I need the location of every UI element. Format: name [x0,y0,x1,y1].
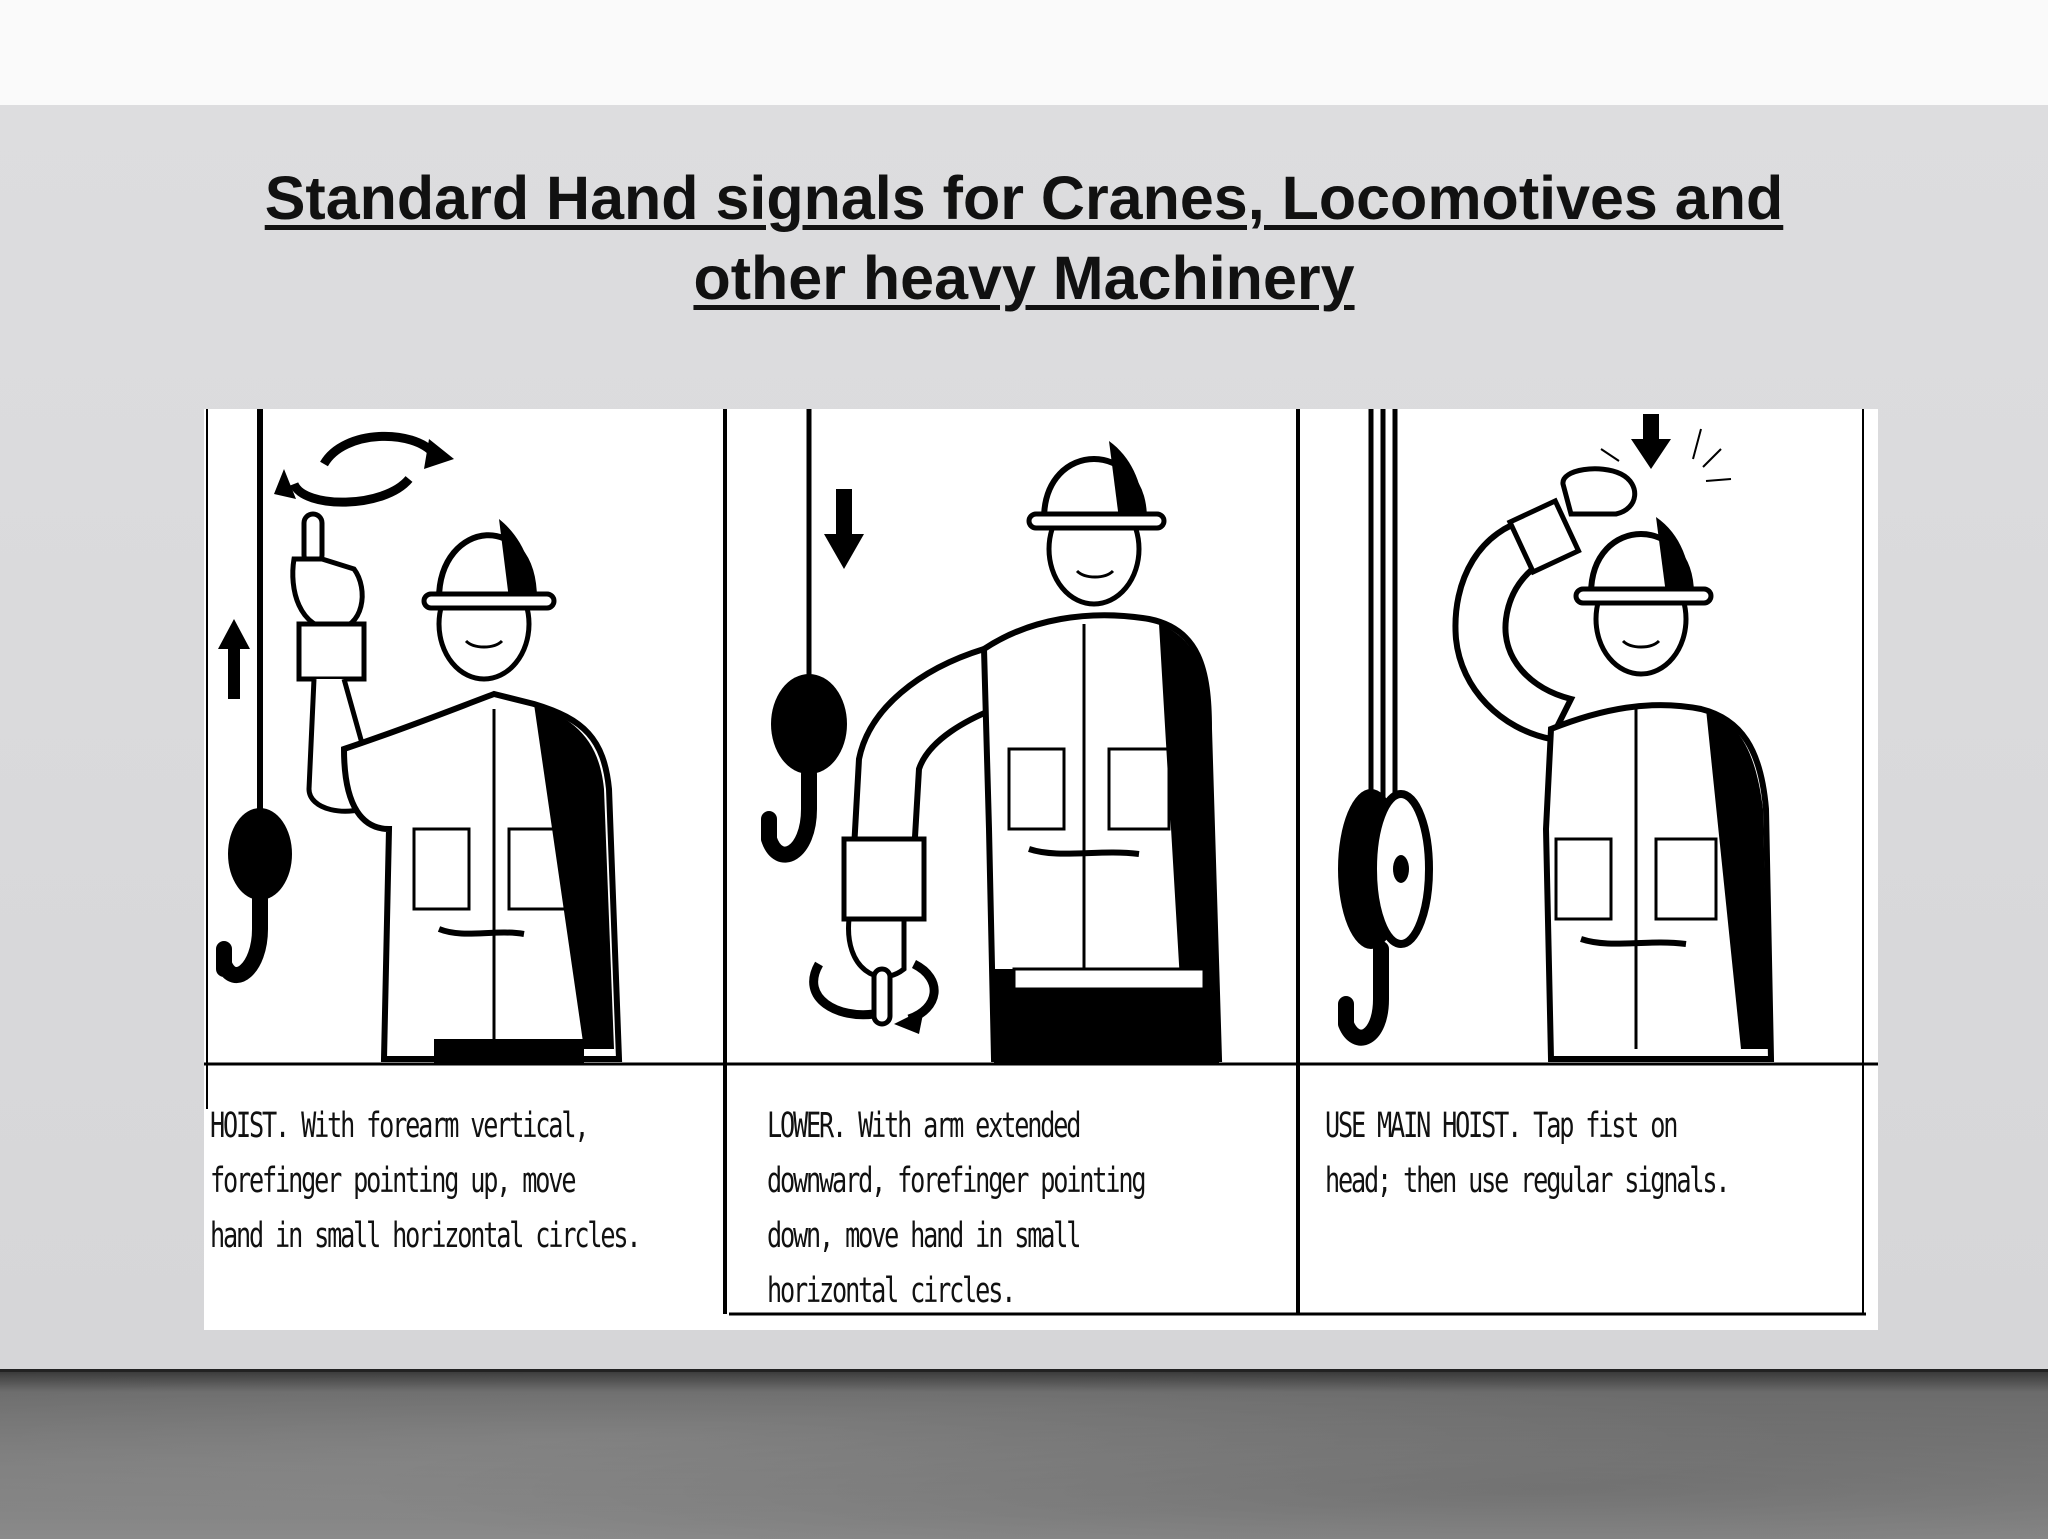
lower-caption [767,1099,1144,1319]
title-line-2: other heavy Machinery [693,244,1355,312]
hoist-caption [210,1099,639,1264]
caption-line: LOWER. With arm extended [767,1106,1080,1146]
panel-lower [729,409,1301,1309]
main-hoist-caption [1325,1099,1728,1209]
hand-signals-figure [204,409,1878,1330]
caption-line: downward, forefinger pointing [767,1161,1145,1201]
floor-background [0,1369,2048,1539]
caption-line: HOIST. With forearm vertical, [210,1106,588,1146]
caption-line: forefinger pointing up, move [210,1161,575,1201]
caption-line: USE MAIN HOIST. Tap fist on [1325,1106,1677,1146]
caption-line: head; then use regular signals. [1325,1161,1729,1201]
caption-line: down, move hand in small [767,1216,1080,1256]
panel-hoist [204,409,729,1309]
caption-line: hand in small horizontal circles. [210,1216,640,1256]
slide-title [0,158,2048,318]
caption-line: horizontal circles. [767,1271,1015,1311]
top-band [0,0,2048,105]
panel-use-main-hoist [1301,409,1878,1309]
title-line-1: Standard Hand signals for Cranes, Locomotives and [264,164,1784,232]
